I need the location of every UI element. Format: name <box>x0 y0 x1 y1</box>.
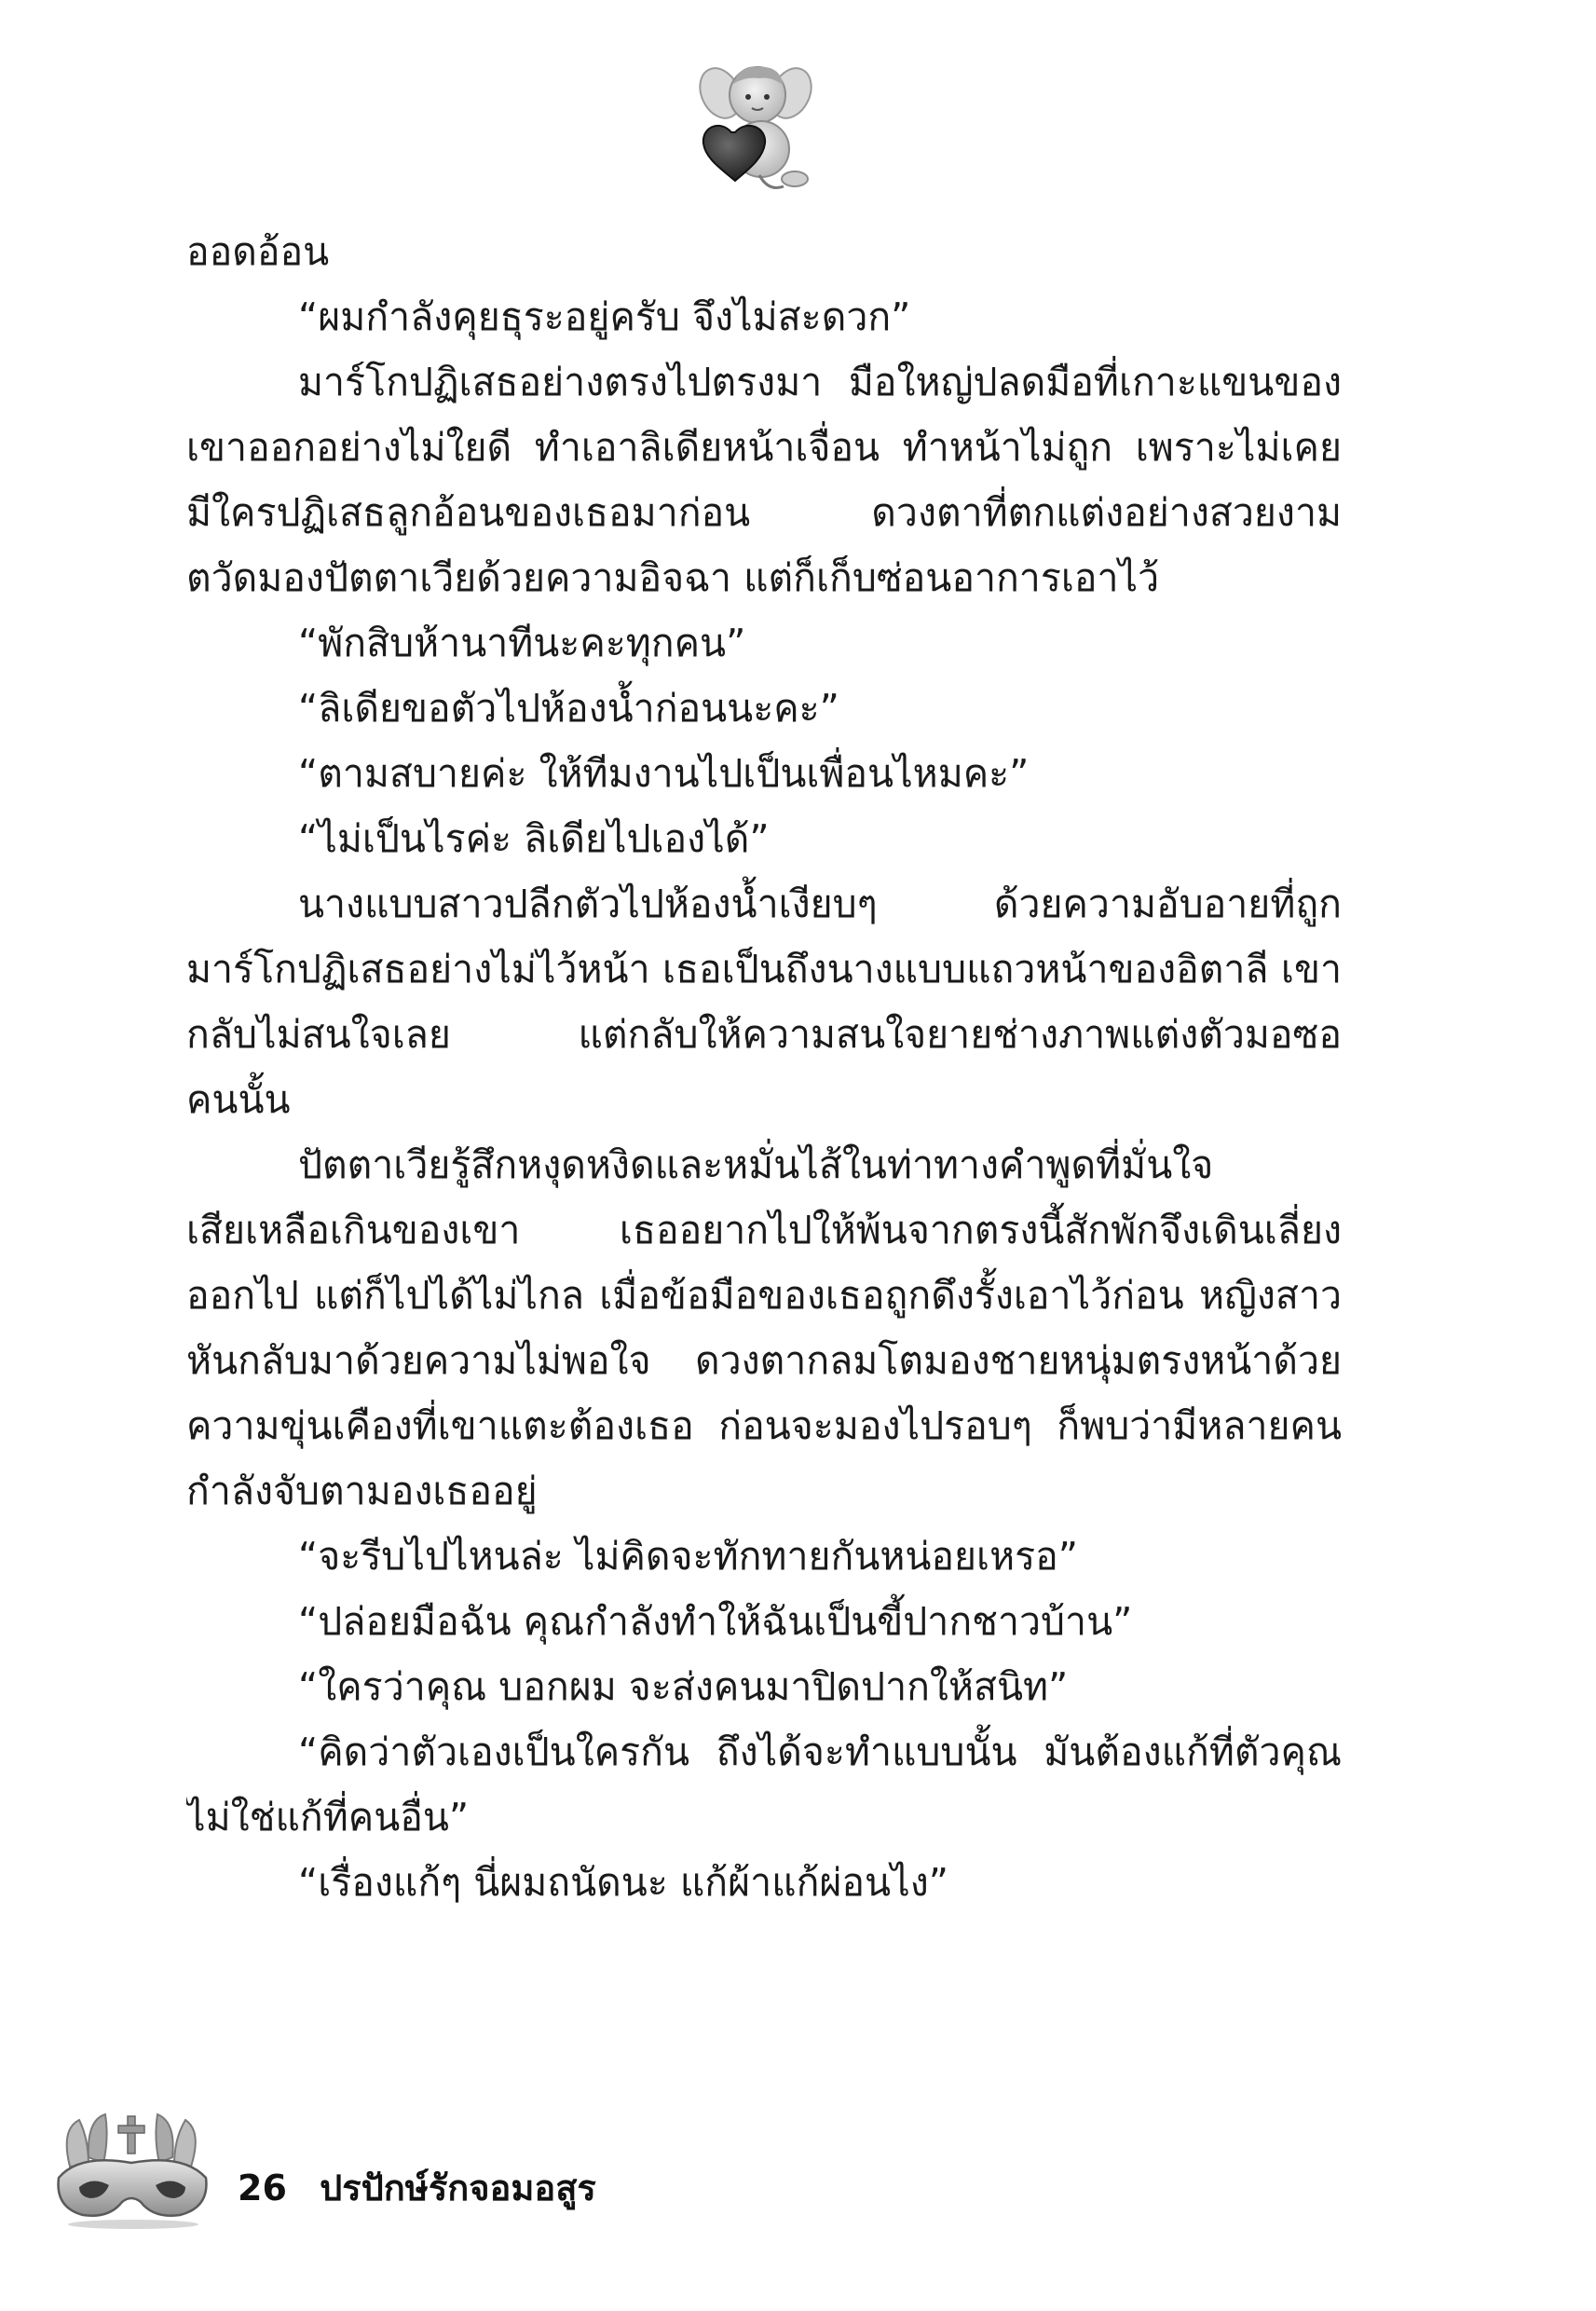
text-line: ออกไป แต่ก็ไปได้ไม่ไกล เมื่อข้อมือของเธอถูกดึงรั้งเอาไว้ก่อน หญิงสาว <box>186 1273 1342 1318</box>
text-line: “เรื่องแก้ๆ นี่ผมถนัดนะ แก้ผ้าแก้ผ่อนไง” <box>298 1860 948 1905</box>
text-line: มีใครปฏิเสธลูกอ้อนของเธอมาก่อน ดวงตาที่ตกแต่งอย่างสวยงาม <box>186 490 1342 535</box>
text-line: ออดอ้อน <box>186 229 330 274</box>
text-line: เสียเหลือเกินของเขา เธออยากไปให้พ้นจากตรงนี้สักพักจึงเดินเลี่ยง <box>186 1208 1342 1252</box>
text-line: “จะรีบไปไหนล่ะ ไม่คิดจะทักทายกันหน่อยเหรอ” <box>298 1534 1078 1579</box>
page-footer <box>238 2160 596 2216</box>
text-line: “ลิเดียขอตัวไปห้องน้ำก่อนนะคะ” <box>298 686 839 731</box>
text-line: “คิดว่าตัวเองเป็นใครกัน ถึงได้จะทำแบบนั้น มันต้องแก้ที่ตัวคุณ <box>298 1730 1342 1774</box>
text-line: ตวัดมองปัตตาเวียด้วยความอิจฉา แต่ก็เก็บซ่อนอาการเอาไว้ <box>186 555 1160 600</box>
text-line: “ปล่อยมือฉัน คุณกำลังทำให้ฉันเป็นขี้ปากชาวบ้าน” <box>298 1599 1133 1644</box>
text-line: ความขุ่นเคืองที่เขาแตะต้องเธอ ก่อนจะมองไปรอบๆ ก็พบว่ามีหลายคน <box>186 1403 1342 1448</box>
text-line: “ผมกำลังคุยธุระอยู่ครับ จึงไม่สะดวก” <box>298 294 911 339</box>
text-line: “ตามสบายค่ะ ให้ทีมงานไปเป็นเพื่อนไหมคะ” <box>298 751 1030 796</box>
text-line: คนนั้น <box>186 1077 291 1122</box>
text-line: เขาออกอย่างไม่ใยดี ทำเอาลิเดียหน้าเจื่อน ทำหน้าไม่ถูก เพราะไม่เคย <box>186 425 1342 470</box>
text-line: “ไม่เป็นไรค่ะ ลิเดียไปเองได้” <box>298 816 770 861</box>
text-line: กำลังจับตามองเธออยู่ <box>186 1469 538 1513</box>
text-line: ปัตตาเวียรู้สึกหงุดหงิดและหมั่นไส้ในท่าทางคำพูดที่มั่นใจ <box>298 1142 1214 1187</box>
cupid-with-heart-icon <box>694 56 815 196</box>
text-line: “พักสิบห้านาทีนะคะทุกคน” <box>298 621 746 665</box>
text-line: “ใครว่าคุณ บอกผม จะส่งคนมาปิดปากให้สนิท” <box>298 1664 1069 1709</box>
text-line: กลับไม่สนใจเลย แต่กลับให้ความสนใจยายช่างภาพแต่งตัวมอซอ <box>186 1012 1342 1057</box>
text-line: นางแบบสาวปลีกตัวไปห้องน้ำเงียบๆ ด้วยความอับอายที่ถูก <box>298 882 1342 926</box>
page-number: 26 <box>238 2167 287 2208</box>
body-text <box>186 219 1342 1915</box>
text-line: ไม่ใช่แก้ที่คนอื่น” <box>186 1795 470 1839</box>
text-line: มาร์โกปฏิเสธอย่างตรงไปตรงมา มือใหญ่ปลดมือที่เกาะแขนของ <box>298 360 1342 404</box>
text-line: หันกลับมาด้วยความไม่พอใจ ดวงตากลมโตมองชายหนุ่มตรงหน้าด้วย <box>186 1338 1342 1383</box>
masquerade-mask-icon <box>51 2111 214 2232</box>
text-line: มาร์โกปฏิเสธอย่างไม่ไว้หน้า เธอเป็นถึงนางแบบแถวหน้าของอิตาลี เขา <box>186 947 1342 991</box>
book-title: ปรปักษ์รักจอมอสูร <box>320 2167 596 2208</box>
